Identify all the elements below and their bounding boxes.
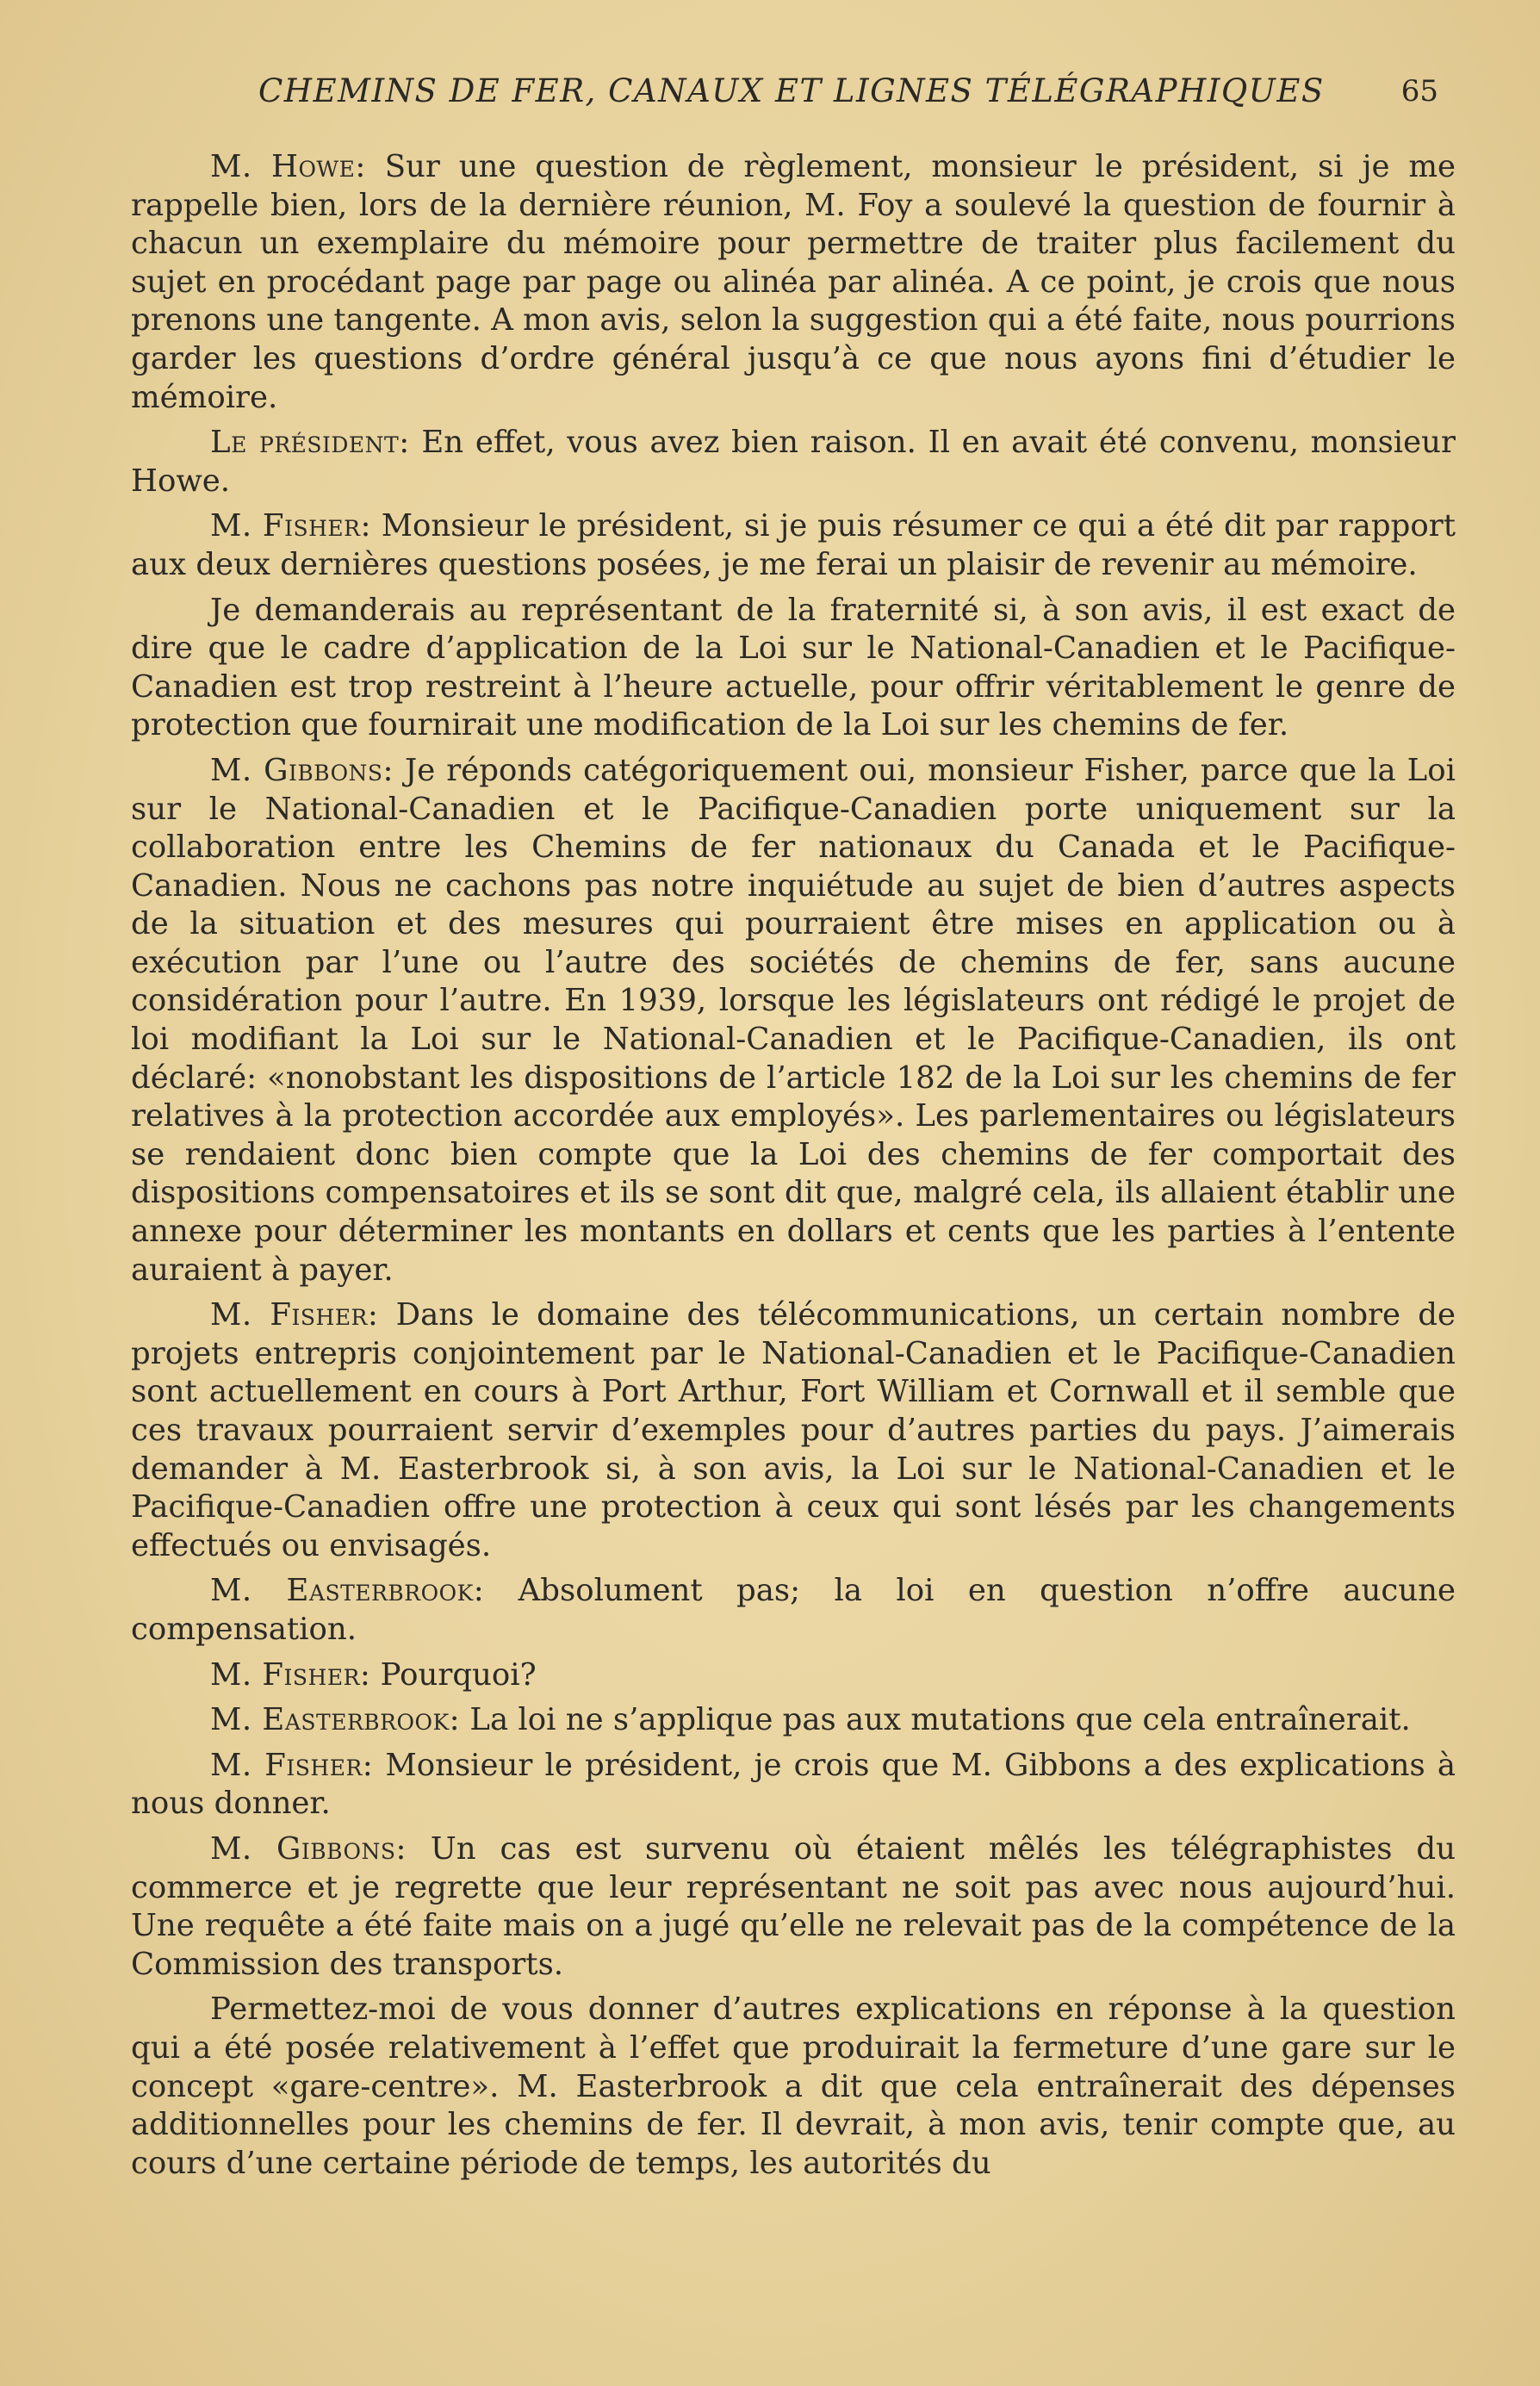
paragraph-text: En effet, vous avez bien raison. Il en avait été convenu, monsieur Howe. [131,425,1456,499]
paragraph [131,1656,1456,1695]
speaker-label: Le président: [210,425,410,461]
paragraph [131,1572,1456,1649]
speaker-label: M. Gibbons: [210,752,394,788]
speaker-label: M. Howe: [210,149,366,184]
paragraph-text: Je demanderais au représentant de la fraternité si, à son avis, il est exact de dire que le cadre d’application de la Loi sur le National-Canadien et le Pacifique-Canadien est trop restreint à l’heure actuelle, pour offrir véritablement le genre de protection que fournirait une modification de la Loi sur les chemins de fer. [131,592,1456,743]
paragraph [131,424,1456,500]
speaker-label: M. Fisher: [210,1747,374,1783]
speaker-label: M. Easterbrook: [210,1573,485,1609]
paragraph-text: Absolument pas; la loi en question n’offre aucune compensation. [131,1573,1456,1647]
paragraph-text: Permettez-moi de vous donner d’autres explications en réponse à la question qui a été posée relativement à l’effet que produirait la fermeture d’une gare sur le concept «gare-centre». M. Easterbrook a dit que cela entraînerait des dépenses additionnelles pour les chemins de fer. Il devrait, à mon avis, tenir compte que, au cours d’une certaine période de temps, les autorités du [131,1991,1456,2181]
paragraph [131,1747,1456,1824]
paragraph-text: La loi ne s’applique pas aux mutations que cela entraînerait. [460,1702,1411,1738]
paragraph [131,592,1456,745]
paragraph-text: Sur une question de règlement, monsieur le président, si je me rappelle bien, lors de la dernière réunion, M. Foy a soulevé la question de fournir à chacun un exemplaire du mémoire pour permettre de traiter plus facilement du sujet en procédant page par page ou alinéa par alinéa. A ce point, je crois que nous prenons une tangente. A mon avis, selon la suggestion qui a été faite, nous pourrions garder les questions d’ordre général jusqu’à ce que nous ayons fini d’étudier le mémoire. [131,149,1456,415]
page-header [129,69,1438,129]
speaker-label: M. Easterbrook: [210,1702,461,1738]
speaker-label: M. Gibbons: [210,1830,407,1867]
paragraph-text: Dans le domaine des télécommunications, un certain nombre de projets entrepris conjointement par le National-Canadien et le Pacifique-Canadien sont actuellement en cours à Port Arthur, Fort William et Cornwall et il semble que ces travaux pourraient servir d’exemples pour d’autres parties du pays. J’aimerais demander à M. Easterbrook si, à son avis, la Loi sur le National-Canadien et le Pacifique-Canadien offre une protection à ceux qui sont lésés par les changements effectués ou envisagés. [131,1297,1456,1563]
paragraph-text: Monsieur le président, si je puis résumer ce qui a été dit par rapport aux deux dernières questions posées, je me ferai un plaisir de revenir au mémoire. [131,508,1456,582]
running-title: CHEMINS DE FER, CANAUX ET LIGNES TÉLÉGRAPHIQUES [258,72,1325,109]
paragraph [131,1296,1456,1565]
paragraph [131,1991,1456,2183]
paragraph-text: Je réponds catégoriquement oui, monsieur Fisher, parce que la Loi sur le National-Canadien et le Pacifique-Canadien porte uniquement sur la collaboration entre les Chemins de fer nationaux du Canada et le Pacifique-Canadien. Nous ne cachons pas notre inquiétude au sujet de bien d’autres aspects de la situation et des mesures qui pourraient être mises en application ou à exécution par l’une ou l’autre des sociétés de chemins de fer, sans aucune considération pour l’autre. En 1939, lorsque les législateurs ont rédigé le projet de loi modifiant la Loi sur le National-Canadien et le Pacifique-Canadien, ils ont déclaré: «nonobstant les dispositions de l’article 182 de la Loi sur les chemins de fer relatives à la protection accordée aux employés». Les parlementaires ou législateurs se rendaient donc bien compte que la Loi des chemins de fer comportait des dispositions compensatoires et ils se sont dit que, malgré cela, ils allaient établir une annexe pour déterminer les montants en dollars et cents que les parties à l’entente auraient à payer. [131,752,1456,1288]
paragraph-text: Pourquoi? [370,1656,537,1693]
body-text [131,148,1456,2190]
paragraph [131,1830,1456,1984]
paragraph [131,507,1456,584]
speaker-label: M. Fisher: [210,508,371,544]
paragraph-text: Un cas est survenu où étaient mêlés les télégraphistes du commerce et je regrette que leur représentant ne soit pas avec nous aujourd’hui. Une requête a été faite mais on a jugé qu’elle ne relevait pas de la compétence de la Commission des transports. [131,1830,1456,1982]
speaker-label: M. Fisher: [210,1656,371,1693]
speaker-label: M. Fisher: [210,1297,379,1333]
paragraph [131,148,1456,417]
page-number: 65 [1400,74,1438,109]
paragraph [131,1701,1456,1740]
paragraph [131,752,1456,1289]
paragraph-text: Monsieur le président, je crois que M. Gibbons a des explications à nous donner. [131,1747,1456,1822]
